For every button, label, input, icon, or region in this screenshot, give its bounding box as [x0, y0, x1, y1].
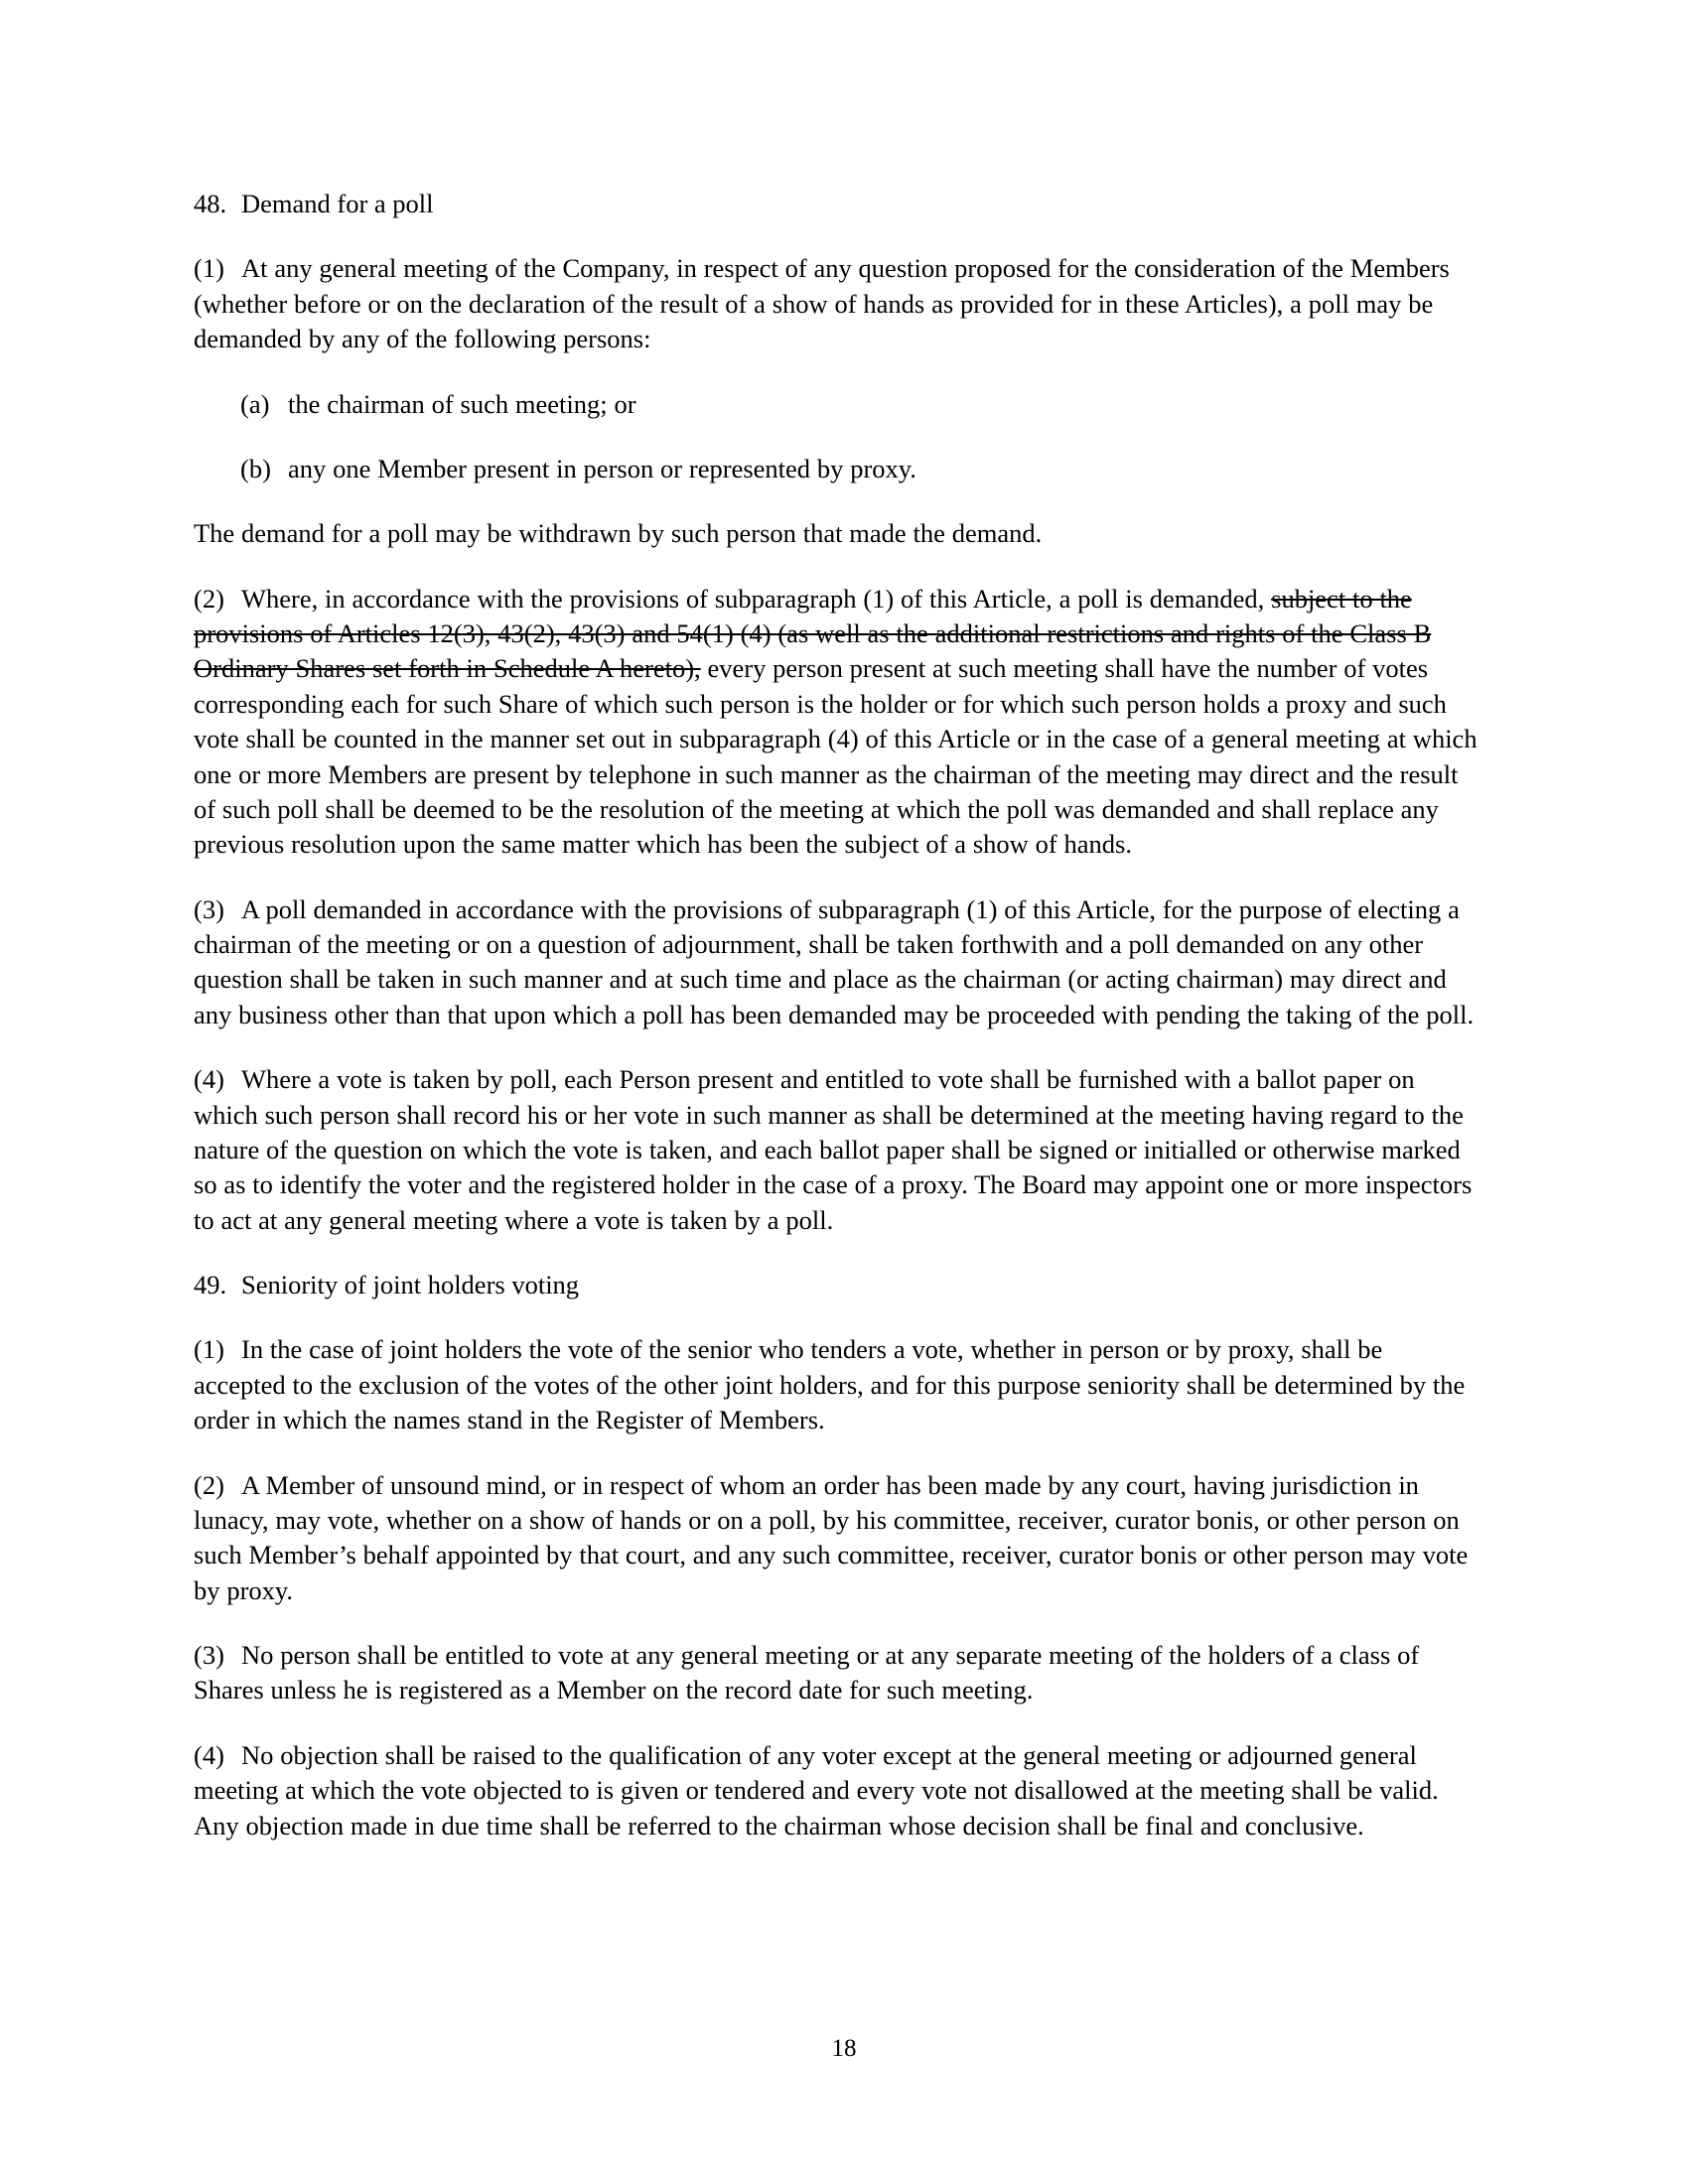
- article-49-number: 49.: [194, 1270, 227, 1299]
- subitem-text-b: any one Member present in person or represented by proxy.: [288, 453, 916, 483]
- paragraph-lead-49-2: (2): [194, 1469, 224, 1500]
- paragraph-text-49-4: No objection shall be raised to the qualification of any voter except at the general meeting or adjourned general meeting at which the vote objected to is given or tendered and every vote not disallowed at the meeting shall be valid. Any objection made in due time shall be referred to the chairman whose decision shall be final and conclusive.: [194, 1739, 1439, 1841]
- paragraph-text-3: A poll demanded in accordance with the provisions of subparagraph (1) of this Article, for the purpose of electing a chairman of the meeting or on a question of adjournment, shall be taken forthwith and a poll demanded on any other question shall be taken in such manner and at such time and place as the chairman (or acting chairman) may direct and any business other than that upon which a poll has been demanded may be proceeded with pending the taking of the poll.: [194, 893, 1475, 1029]
- paragraph-text-49-2: A Member of unsound mind, or in respect of whom an order has been made by any court, having jurisdiction in lunacy, may vote, whether on a show of hands or on a poll, by his committee, receiver, curator bonis, or other person on such Member’s behalf appointed by that court, and any such committee, receiver, curator bonis or other person may vote by proxy.: [194, 1469, 1469, 1605]
- article-48-withdrawal-note: The demand for a poll may be withdrawn by such person that made the demand.: [194, 518, 1043, 549]
- paragraph-lead-4: (4): [194, 1064, 224, 1095]
- article-48-paragraph-3: [194, 892, 1479, 1033]
- paragraph-lead-49-1: (1): [194, 1334, 224, 1365]
- page-number: 18: [831, 2035, 857, 2062]
- paragraph-lead-3: (3): [194, 893, 224, 924]
- subitem-text-a: the chairman of such meeting; or: [288, 388, 636, 419]
- article-49-paragraph-4: [194, 1738, 1479, 1843]
- paragraph-text-49-3: No person shall be entitled to vote at any general meeting or at any separate meeting of the holders of a class of Shares unless he is registered as a Member on the record date for such meeting.: [194, 1640, 1420, 1706]
- article-48-heading: [194, 187, 1479, 221]
- subitem-lead-a: (a): [240, 388, 270, 419]
- paragraph-text-4: Where a vote is taken by poll, each Person present and entitled to vote shall be furnished with a ballot paper on which such person shall record his or her vote in such manner as shall be determined at the meeting having regard to the nature of the question on which the vote is taken, and each ballot paper shall be signed or initialled or otherwise marked so as to identify the voter and the registered holder in the case of a proxy. The Board may appoint one or more inspectors to act at any general meeting where a vote is taken by a poll.: [194, 1064, 1473, 1235]
- paragraph-2-text-after-strike: every person present at such meeting shall have the number of votes corresponding each for such Share of which such person is the holder or for which such person holds a proxy and such vote shall be counted in the manner set out in subparagraph (4) of this Article or in the case of a general meeting at which one or more Members are present by telephone in such manner as the chairman of the meeting may direct and the result of such poll shall be deemed to be the resolution of the meeting at which the poll was demanded and shall replace any previous resolution upon the same matter which has been the subject of a show of hands.: [194, 653, 1477, 860]
- article-49-heading: [194, 1268, 1479, 1302]
- paragraph-lead-49-4: (4): [194, 1739, 224, 1770]
- paragraph-text-1: At any general meeting of the Company, in respect of any question proposed for the consideration of the Members (whether before or on the declaration of the result of a show of hands as provided for in these Articles), a poll may be demanded by any of the following persons:: [194, 253, 1450, 354]
- article-48-number: 48.: [194, 189, 227, 218]
- paragraph-2-text-before-strike: Where, in accordance with the provisions of subparagraph (1) of this Article, a poll is demanded,: [241, 583, 1272, 614]
- article-49-paragraph-1: [194, 1332, 1479, 1437]
- article-48-paragraph-2: [194, 582, 1479, 863]
- article-49-title: Seniority of joint holders voting: [241, 1270, 580, 1299]
- article-48-subitem-a: [240, 387, 1479, 422]
- article-48-subitem-b: [240, 452, 1479, 486]
- article-48-title: Demand for a poll: [241, 189, 434, 218]
- article-48-paragraph-4: [194, 1062, 1479, 1238]
- paragraph-lead-49-3: (3): [194, 1640, 224, 1670]
- struck-text-articles-reference: subject to the provisions of Articles 12(3), 43(2), 43(3) and 54(1) (4) (as well as the additional restrictions and rights of the Class B Ordinary Shares set forth in Schedule A hereto),: [194, 583, 1432, 684]
- article-49-paragraph-3: [194, 1638, 1479, 1708]
- subitem-lead-b: (b): [240, 453, 271, 483]
- article-48-paragraph-1: [194, 251, 1479, 356]
- paragraph-lead-2: (2): [194, 583, 224, 614]
- paragraph-text-49-1: In the case of joint holders the vote of the senior who tenders a vote, whether in person or by proxy, shall be accepted to the exclusion of the votes of the other joint holders, and for this purpose seniority shall be determined by the order in which the names stand in the Register of Members.: [194, 1334, 1466, 1435]
- document-body: [194, 187, 1479, 1873]
- article-49-paragraph-2: [194, 1468, 1479, 1609]
- paragraph-lead-1: (1): [194, 253, 224, 284]
